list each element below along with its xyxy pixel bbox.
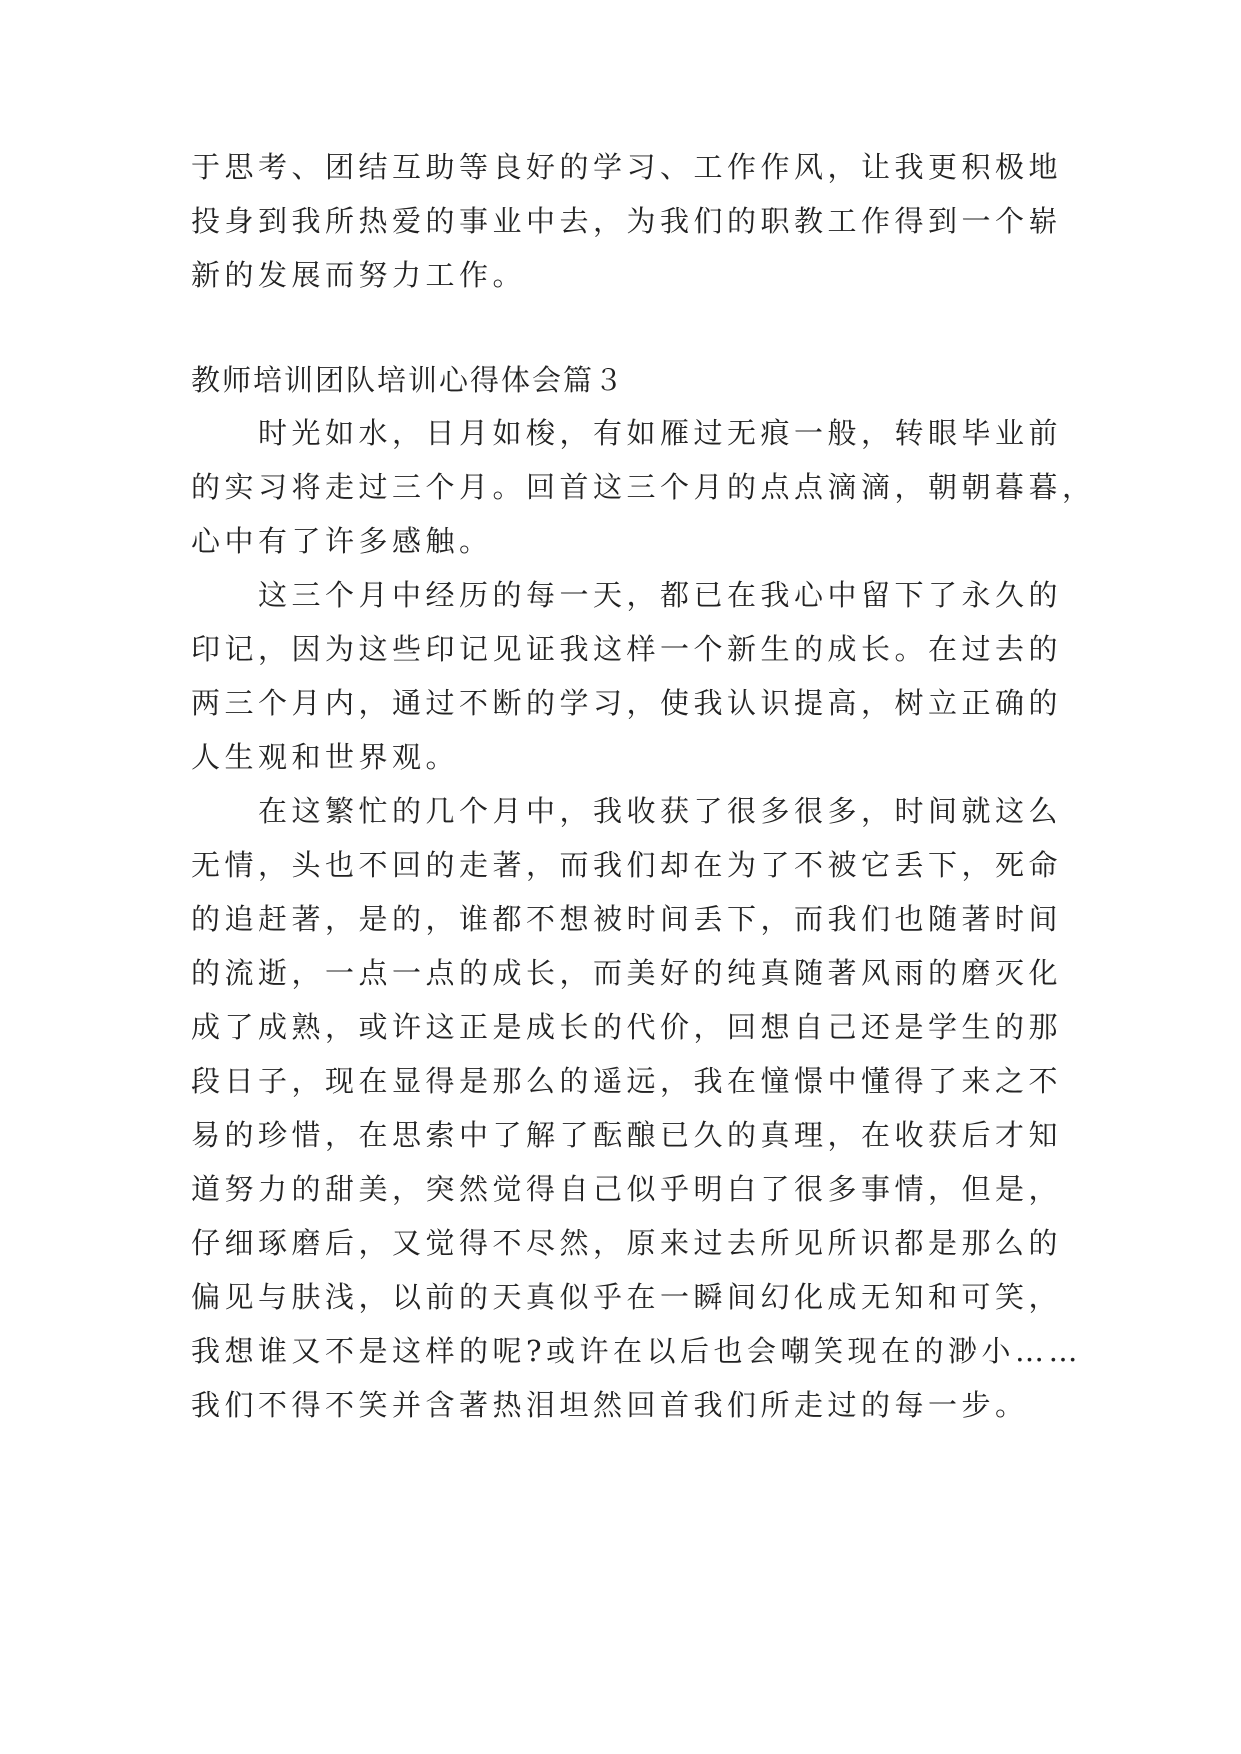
paragraph-line: 的实习将走过三个月。回首这三个月的点点滴滴，朝朝暮暮，	[191, 470, 1096, 504]
paragraph-line: 成了成熟，或许这正是成长的代价，回想自己还是学生的那	[191, 1010, 1063, 1044]
paragraph-line: 的流逝，一点一点的成长，而美好的纯真随著风雨的磨灭化	[191, 956, 1063, 990]
paragraph-line: 印记，因为这些印记见证我这样一个新生的成长。在过去的	[191, 632, 1063, 666]
paragraph-line: 两三个月内，通过不断的学习，使我认识提高，树立正确的	[191, 686, 1063, 720]
intro-line: 新的发展而努力工作。	[191, 258, 527, 292]
paragraph-line: 仔细琢磨后，又觉得不尽然，原来过去所见所识都是那么的	[191, 1226, 1063, 1260]
paragraph-line: 的追赶著，是的，谁都不想被时间丢下，而我们也随著时间	[191, 902, 1063, 936]
paragraph-line: 在这繁忙的几个月中，我收获了很多很多，时间就这么	[258, 794, 1063, 828]
paragraph-line: 无情，头也不回的走著，而我们却在为了不被它丢下，死命	[191, 848, 1063, 882]
paragraph-line: 我想谁又不是这样的呢?或许在以后也会嘲笑现在的渺小……	[191, 1334, 1083, 1368]
paragraph-line: 人生观和世界观。	[191, 740, 460, 774]
paragraph-line: 这三个月中经历的每一天，都已在我心中留下了永久的	[258, 578, 1063, 612]
intro-line: 投身到我所热爱的事业中去，为我们的职教工作得到一个崭	[191, 204, 1063, 238]
section-heading: 教师培训团队培训心得体会篇３	[191, 363, 626, 397]
paragraph-line: 易的珍惜，在思索中了解了酝酿已久的真理，在收获后才知	[191, 1118, 1063, 1152]
intro-line: 于思考、团结互助等良好的学习、工作作风，让我更积极地	[191, 150, 1063, 184]
paragraph-line: 心中有了许多感触。	[191, 524, 493, 558]
paragraph-line: 时光如水，日月如梭，有如雁过无痕一般，转眼毕业前	[258, 416, 1063, 450]
paragraph-line: 偏见与肤浅，以前的天真似乎在一瞬间幻化成无知和可笑，	[191, 1280, 1063, 1314]
paragraph-line: 道努力的甜美，突然觉得自己似乎明白了很多事情，但是，	[191, 1172, 1063, 1206]
paragraph-line: 我们不得不笑并含著热泪坦然回首我们所走过的每一步。	[191, 1388, 1029, 1422]
paragraph-line: 段日子，现在显得是那么的遥远，我在憧憬中懂得了来之不	[191, 1064, 1063, 1098]
